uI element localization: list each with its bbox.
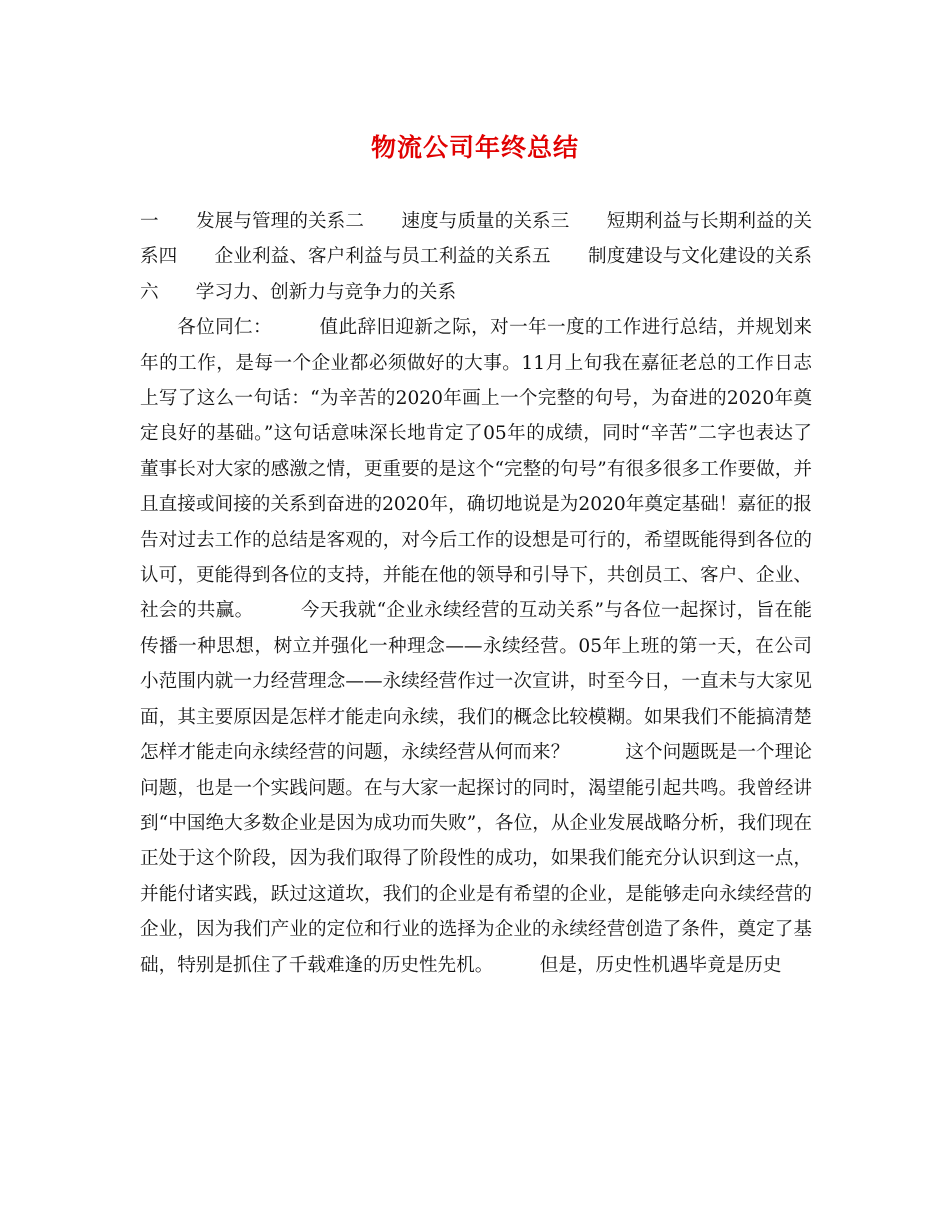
- document-title: 物流公司年终总结: [370, 133, 579, 162]
- paragraph-outline: 一 发展与管理的关系二 速度与质量的关系三 短期利益与长期利益的关系四 企业利益、客户利益与员工利益的关系五 制度建设与文化建设的关系六 学习力、创新力与竞争力的关系: [140, 211, 812, 303]
- document-body: [140, 204, 812, 983]
- paragraph-main: 各位同仁： 值此辞旧迎新之际，对一年一度的工作进行总结，并规划来年的工作，是每一个企业都必须做好的大事。11月上旬我在嘉征老总的工作日志上写了这么一句话：“为辛苦的2020年画上一个完整的句号，为奋进的2020年奠定良好的基础。”这句话意味深长地肯定了05年的成绩，同时“辛苦”二字也表达了董事长对大家的感激之情，更重要的是这个“完整的句号”有很多很多工作要做，并且直接或间接的关系到奋进的2020年，确切地说是为2020年奠定基础！嘉征的报告对过去工作的总结是客观的，对今后工作的设想是可行的，希望既能得到各位的认可，更能得到各位的支持，并能在他的领导和引导下，共创员工、客户、企业、社会的共赢。 今天我就“企业永续经营的互动关系”与各位一起探讨，旨在能传播一种思想，树立并强化一种理念——永续经营。05年上班的第一天，在公司小范围内就一力经营理念——永续经营作过一次宣讲，时至今日，一直未与大家见面，其主要原因是怎样才能走向永续，我们的概念比较模糊。如果我们不能搞清楚怎样才能走向永续经营的问题，永续经营从何而来？ 这个问题既是一个理论问题，也是一个实践问题。在与大家一起探讨的同时，渴望能引起共鸣。我曾经讲到“中国绝大多数企业是因为成功而失败”，各位，从企业发展战略分析，我们现在正处于这个阶段，因为我们取得了阶段性的成功，如果我们能充分认识到这一点，并能付诸实践，跃过这道坎，我们的企业是有希望的企业，是能够走向永续经营的企业，因为我们产业的定位和行业的选择为企业的永续经营创造了条件，奠定了基础，特别是抓住了千载难逢的历史性先机。 但是，历史性机遇毕竟是历史: [140, 317, 812, 976]
